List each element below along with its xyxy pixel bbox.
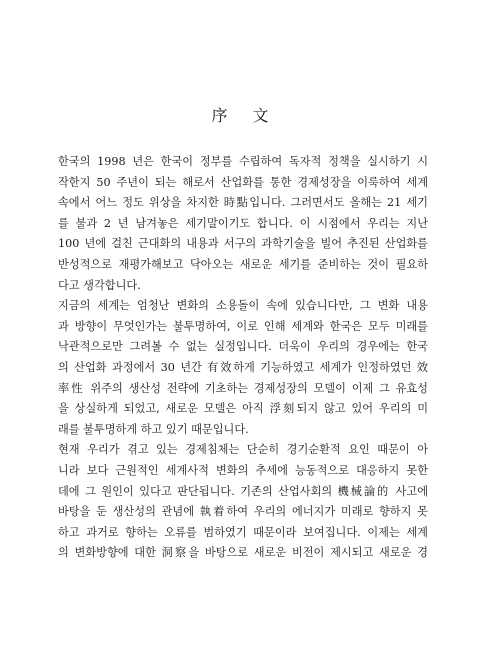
text-line: 속에서 어느 정도 위상을 차지한 時點입니다. 그러면서도 올해는 21 세기: [58, 196, 428, 210]
text-line: 과 방향이 무엇인가는 불투명하여, 이로 인해 세계와 한국은 모두 미래를: [58, 319, 428, 333]
text-line: 작한지 50 주년이 되는 해로서 산업화를 통한 경제성장을 이룩하여 세계: [58, 175, 428, 189]
text-line: 지금의 세계는 엄청난 변화의 소용돌이 속에 있습니다만, 그 변화 내용: [58, 299, 428, 313]
text-line: 率性 위주의 생산성 전략에 기초하는 경제성장의 모델이 이제 그 유효성: [58, 381, 428, 395]
text-line: 반성적으로 재평가해보고 닥아오는 새로운 세기를 준비하는 것이 필요하: [58, 257, 428, 271]
text-line: 의 변화방향에 대한 洞察을 바탕으로 새로운 비전이 제시되고 새로운 경: [58, 546, 428, 560]
text-line: 다고 생각합니다.: [58, 278, 141, 292]
text-line: 현재 우리가 겪고 있는 경제침체는 단순히 경기순환적 요인 때문이 아: [58, 443, 428, 457]
document-body: [58, 152, 428, 564]
text-line: 하고 과거로 향하는 오류를 범하였기 때문이라 보여집니다. 이제는 세계: [58, 525, 428, 539]
text-line: 의 산업화 과정에서 30 년간 有效하게 기능하였고 세계가 인정하였던 效: [58, 360, 428, 374]
text-line: 낙관적으로만 그려볼 수 없는 실정입니다. 더욱이 우리의 경우에는 한국: [58, 340, 428, 354]
text-line: 데에 그 원인이 있다고 판단됩니다. 기존의 산업사회의 機械論的 사고에: [58, 484, 428, 498]
page-title: 序 文: [211, 106, 279, 125]
text-line: 한국의 1998 년은 한국이 정부를 수립하여 독자적 정책을 실시하기 시: [58, 155, 428, 168]
text-line: 을 상실하게 되었고, 새로운 모델은 아직 浮刻되지 않고 있어 우리의 미: [58, 402, 428, 416]
text-line: 100 년에 걸친 근대화의 내용과 서구의 과학기술을 빌어 추진된 산업화를: [58, 237, 428, 251]
text-line: 바탕을 둔 생산성의 관념에 執着하여 우리의 에너지가 미래로 향하지 못: [58, 505, 428, 519]
text-line: 래를 불투명하게 하고 있기 때문입니다.: [58, 422, 249, 436]
text-line: 를 불과 2 년 남겨놓은 세기말이기도 합니다. 이 시점에서 우리는 지난: [58, 216, 428, 230]
text-line: 니라 보다 근원적인 세계사적 변화의 추세에 능동적으로 대응하지 못한: [58, 463, 428, 477]
